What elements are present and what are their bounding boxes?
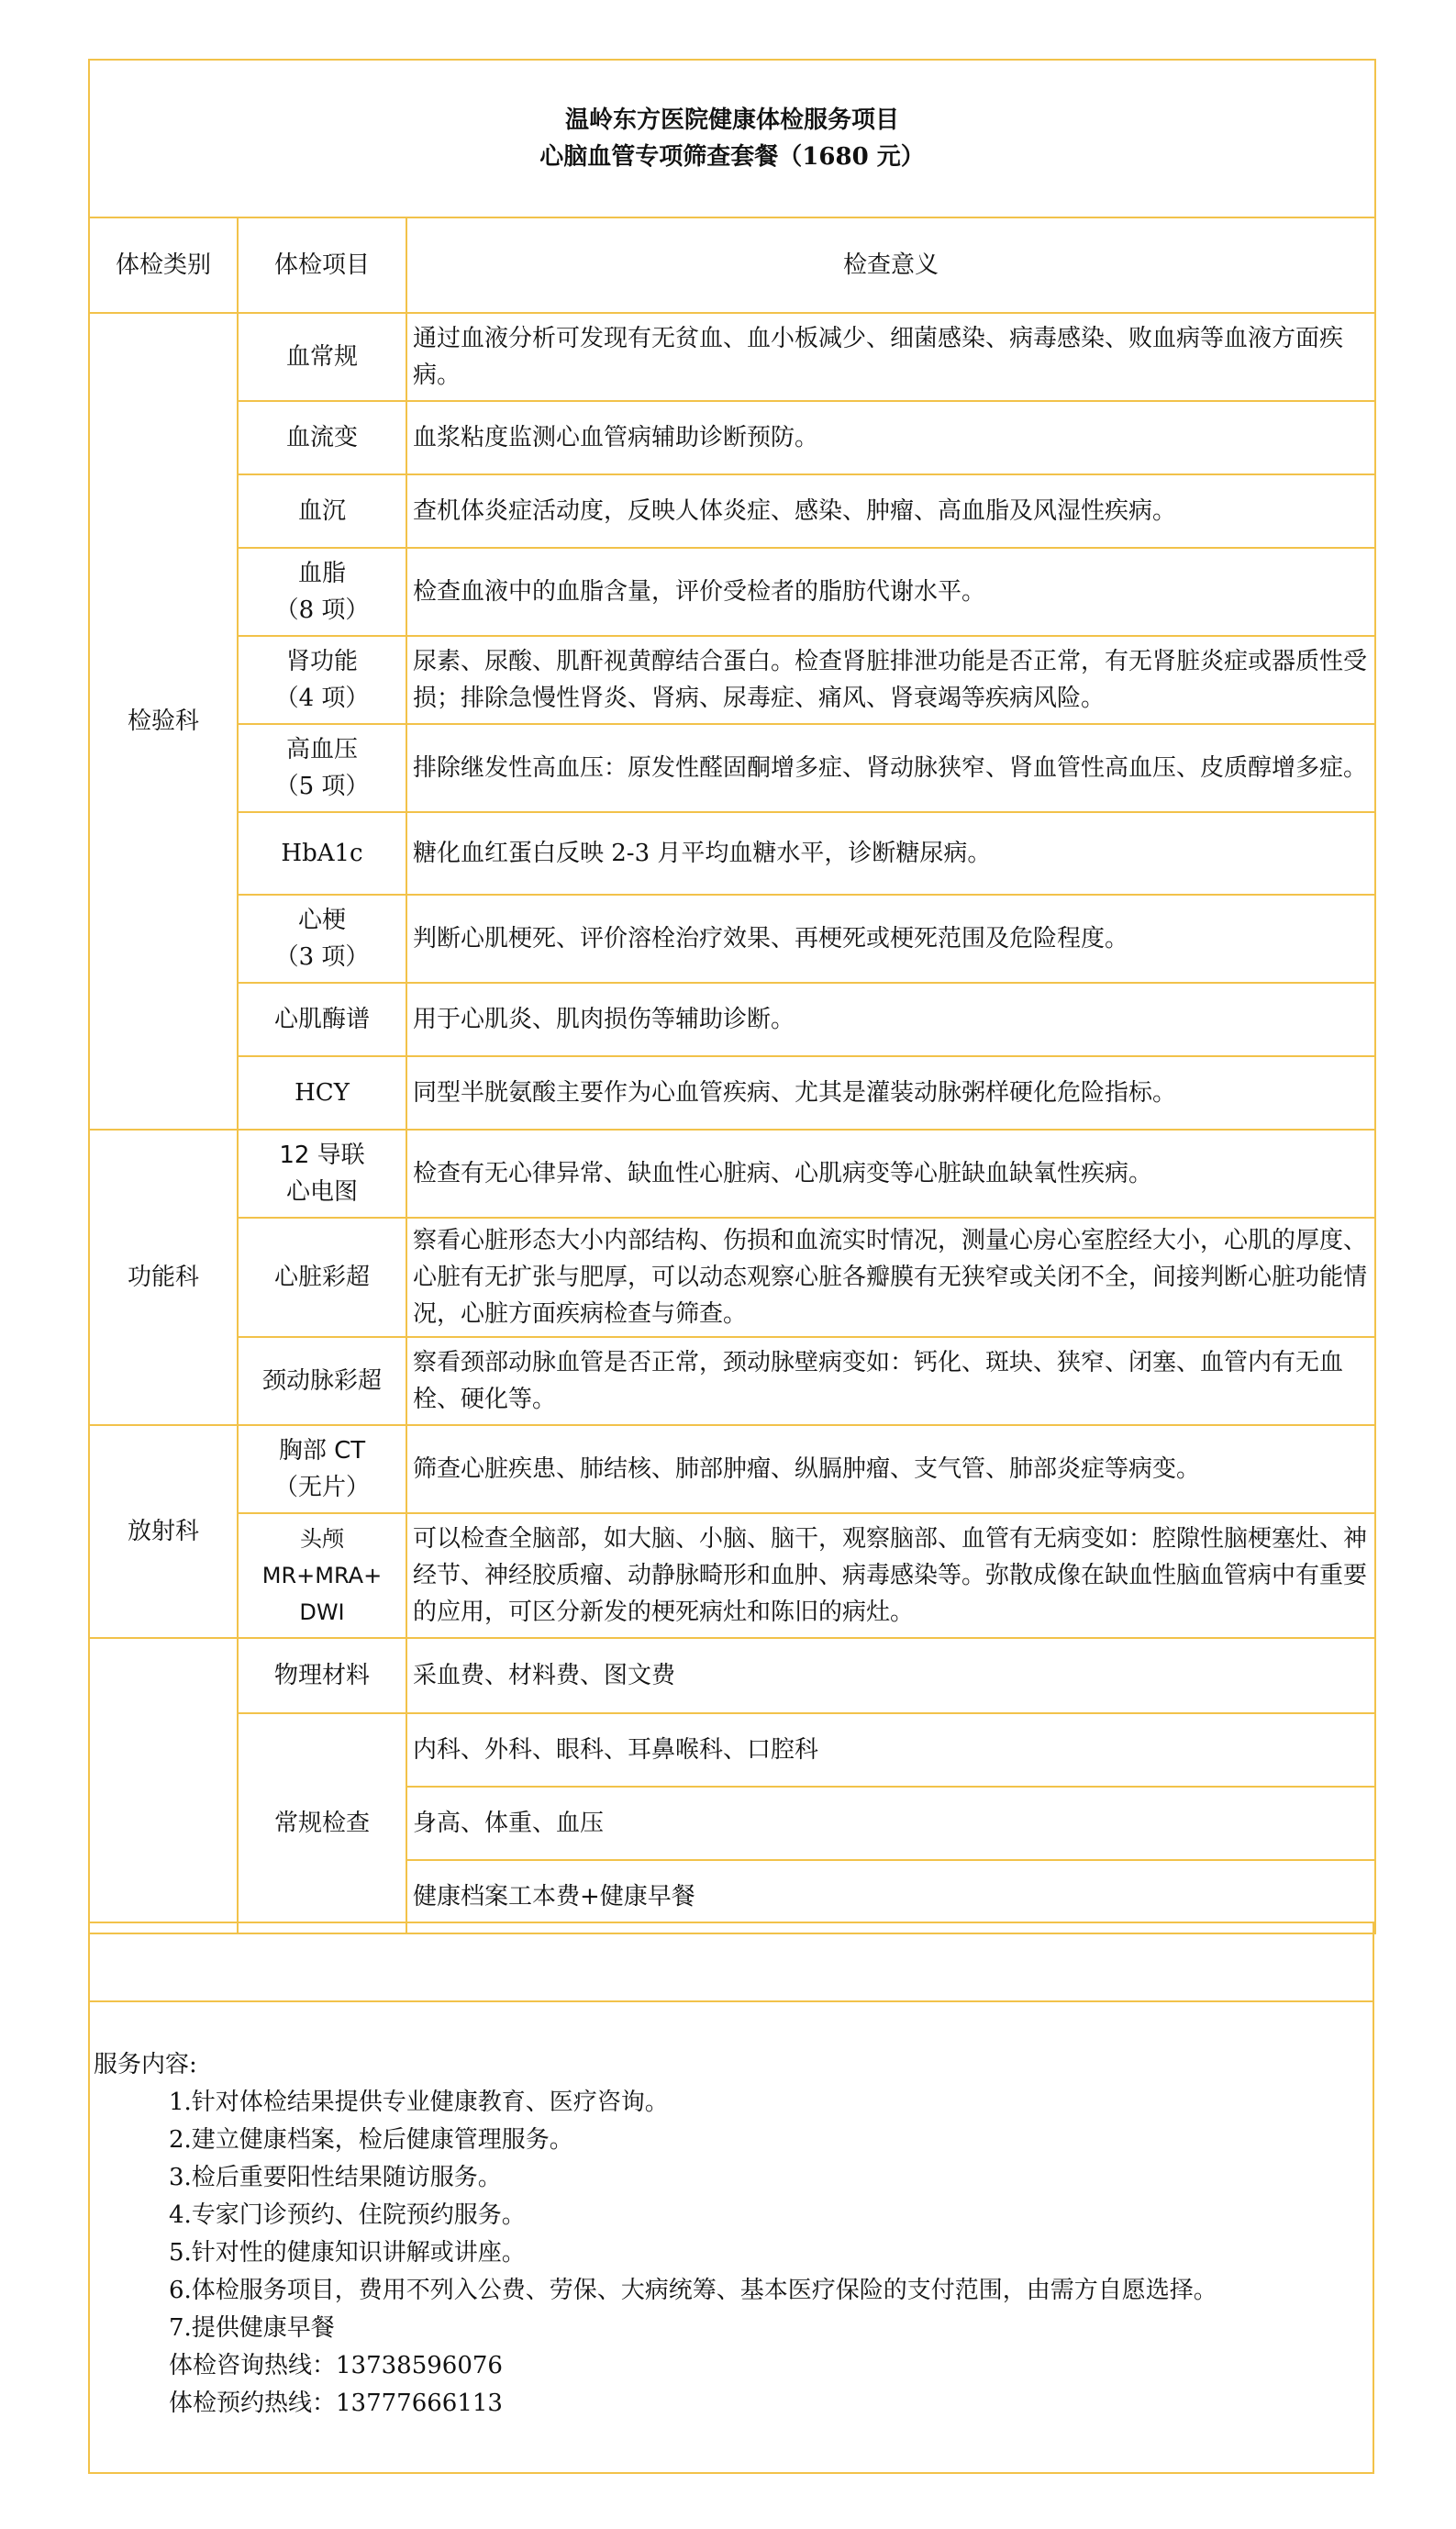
item-cell: 血常规 [238, 313, 406, 401]
desc-cell: 可以检查全脑部，如大脑、小脑、脑干，观察脑部、血管有无病变如：腔隙性脑梗塞灶、神经节、神经胶质瘤、动静脉畸形和血肿、病毒感染等。弥散成像在缺血性脑血管病中有重要的应用，可区分新发的梗死病灶和陈旧的病灶。 [406, 1513, 1375, 1638]
desc-cell: 同型半胱氨酸主要作为心血管疾病、尤其是灌装动脉粥样硬化危险指标。 [406, 1056, 1375, 1130]
table-row [89, 983, 1375, 1056]
item-cell [238, 1425, 406, 1513]
category-lab: 检验科 [89, 313, 238, 1130]
item-cell: 心脏彩超 [238, 1218, 406, 1337]
column-header-item: 体检项目 [238, 217, 406, 313]
table-row [89, 1130, 1375, 1218]
item-label: 头颅 MR+MRA+ [261, 1526, 383, 1588]
category-function: 功能科 [89, 1130, 238, 1425]
service-section [88, 1922, 1374, 2474]
item-cell [238, 724, 406, 812]
hospital-title: 温岭东方医院健康体检服务项目 [565, 106, 900, 134]
service-item: 7.提供健康早餐 [169, 2314, 335, 2342]
page-title [89, 60, 1375, 217]
table-row [89, 401, 1375, 474]
item-cell: 物理材料 [238, 1638, 406, 1713]
consult-hotline: 体检咨询热线：13738596076 [169, 2352, 503, 2379]
desc-cell: 内科、外科、眼科、耳鼻喉科、口腔科 [406, 1713, 1375, 1787]
column-header-category: 体检类别 [89, 217, 238, 313]
table-row [89, 1713, 1375, 1787]
desc-cell: 查机体炎症活动度，反映人体炎症、感染、肿瘤、高血脂及风湿性疾病。 [406, 474, 1375, 548]
desc-cell: 判断心肌梗死、评价溶栓治疗效果、再梗死或梗死范围及危险程度。 [406, 895, 1375, 983]
desc-cell: 身高、体重、血压 [406, 1787, 1375, 1860]
table-row [89, 895, 1375, 983]
item-cell: HCY [238, 1056, 406, 1130]
table-row [89, 1337, 1375, 1425]
table-row [89, 1638, 1375, 1713]
item-sublabel: 心电图 [285, 1178, 358, 1206]
item-label: 心梗 [297, 907, 346, 934]
package-table [88, 59, 1376, 1934]
service-list [90, 2002, 1373, 2423]
table-row [89, 548, 1375, 636]
service-item: 1.针对体检结果提供专业健康教育、医疗咨询。 [169, 2089, 669, 2116]
service-item: 4.专家门诊预约、住院预约服务。 [169, 2201, 526, 2229]
item-cell: 血流变 [238, 401, 406, 474]
table-row [89, 474, 1375, 548]
table-row [89, 724, 1375, 812]
item-sublabel: （3 项） [274, 943, 370, 971]
item-cell: 常规检查 [238, 1713, 406, 1933]
item-sublabel: DWI [299, 1599, 345, 1625]
item-sublabel: （8 项） [274, 596, 370, 624]
desc-cell: 通过血液分析可发现有无贫血、血小板减少、细菌感染、病毒感染、败血病等血液方面疾病。 [406, 313, 1375, 401]
desc-cell: 察看颈部动脉血管是否正常，颈动脉壁病变如：钙化、斑块、狭窄、闭塞、血管内有无血栓、硬化等。 [406, 1337, 1375, 1425]
desc-cell: 健康档案工本费+健康早餐 [406, 1860, 1375, 1933]
category-radiology: 放射科 [89, 1425, 238, 1638]
desc-cell: 尿素、尿酸、肌酐视黄醇结合蛋白。检查肾脏排泄功能是否正常，有无肾脏炎症或器质性受损；排除急慢性肾炎、肾病、尿毒症、痛风、肾衰竭等疾病风险。 [406, 636, 1375, 724]
desc-cell: 排除继发性高血压：原发性醛固酮增多症、肾动脉狭窄、肾血管性高血压、皮质醇增多症。 [406, 724, 1375, 812]
service-title: 服务内容: [94, 2051, 197, 2078]
desc-cell: 察看心脏形态大小内部结构、伤损和血流实时情况，测量心房心室腔经大小，心肌的厚度、心脏有无扩张与肥厚，可以动态观察心脏各瓣膜有无狭窄或关闭不全，间接判断心脏功能情况，心脏方面疾病检查与筛查。 [406, 1218, 1375, 1337]
desc-cell: 糖化血红蛋白反映 2-3 月平均血糖水平，诊断糖尿病。 [406, 812, 1375, 895]
desc-cell: 检查有无心律异常、缺血性心脏病、心肌病变等心脏缺血缺氧性疾病。 [406, 1130, 1375, 1218]
title-row [89, 60, 1375, 217]
table-row [89, 313, 1375, 401]
item-label: 肾功能 [285, 648, 358, 675]
item-cell: 颈动脉彩超 [238, 1337, 406, 1425]
desc-cell: 用于心肌炎、肌肉损伤等辅助诊断。 [406, 983, 1375, 1056]
desc-cell: 筛查心脏疾患、肺结核、肺部肿瘤、纵膈肿瘤、支气管、肺部炎症等病变。 [406, 1425, 1375, 1513]
table-row [89, 636, 1375, 724]
item-cell [238, 548, 406, 636]
item-cell [238, 636, 406, 724]
item-cell: 心肌酶谱 [238, 983, 406, 1056]
service-item: 5.针对性的健康知识讲解或讲座。 [169, 2239, 526, 2267]
category-other [89, 1638, 238, 1933]
item-sublabel: （无片） [273, 1474, 370, 1501]
table-row [89, 1513, 1375, 1638]
item-cell: HbA1c [238, 812, 406, 895]
service-item: 6.体检服务项目，费用不列入公费、劳保、大病统筹、基本医疗保险的支付范围，由需方自愿选择。 [169, 2277, 1217, 2304]
service-item: 3.检后重要阳性结果随访服务。 [169, 2164, 502, 2191]
package-title: 心脑血管专项筛查套餐（1680 元） [539, 143, 925, 171]
table-row [89, 1218, 1375, 1337]
desc-cell: 采血费、材料费、图文费 [406, 1638, 1375, 1713]
table-row [89, 1425, 1375, 1513]
item-label: 胸部 CT [278, 1437, 366, 1465]
item-sublabel: （4 项） [274, 685, 370, 712]
table-row [89, 1056, 1375, 1130]
item-cell: 血沉 [238, 474, 406, 548]
booking-hotline: 体检预约热线：13777666113 [169, 2390, 503, 2417]
item-cell [238, 895, 406, 983]
table-row [89, 812, 1375, 895]
column-header-meaning: 检查意义 [406, 217, 1375, 313]
desc-cell: 血浆粘度监测心血管病辅助诊断预防。 [406, 401, 1375, 474]
service-item: 2.建立健康档案，检后健康管理服务。 [169, 2126, 573, 2154]
header-row [89, 217, 1375, 313]
item-label: 血脂 [297, 560, 346, 587]
item-label: 12 导联 [279, 1142, 365, 1169]
blank-row [90, 1923, 1373, 2002]
item-cell [238, 1513, 406, 1638]
desc-cell: 检查血液中的血脂含量，评价受检者的脂肪代谢水平。 [406, 548, 1375, 636]
item-sublabel: （5 项） [274, 773, 370, 800]
checkup-sheet [88, 59, 1374, 1934]
item-label: 高血压 [285, 736, 358, 763]
item-cell [238, 1130, 406, 1218]
